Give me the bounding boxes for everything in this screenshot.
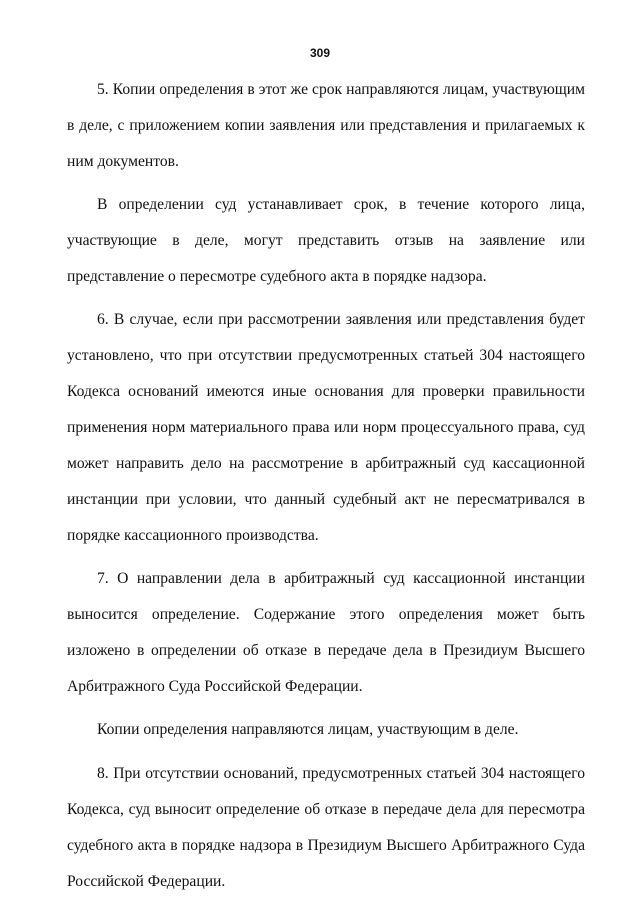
paragraph-6-cassation-referral: 6. В случае, если при рассмотрении заявления или представления будет установлено, что при отсутствии предусмотренных статьей 304 настоящего Кодекса оснований имеются иные основания для проверки правильности применения норм материального права или норм процессуального права, суд может направить дело на рассмотрение в арбитражный суд кассационной инстанции при условии, что данный судебный акт не пересматривался в порядке кассационного производства. [67,311,585,544]
paragraph-copies-sent: Копии определения направляются лицам, участвующим в деле. [97,721,519,739]
page-number: 309 [309,46,331,60]
document-body [67,72,585,907]
paragraph-5-copies: 5. Копии определения в этот же срок направляются лицам, участвующим в деле, с приложением копии заявления или представления и прилагаемых к ним документов. [67,81,585,170]
paragraph-review-deadline: В определении суд устанавливает срок, в течение которого лица, участвующие в деле, могут представить отзыв на заявление или представление о пересмотре судебного акта в порядке надзора. [67,196,585,286]
paragraph-8-refusal: 8. При отсутствии оснований, предусмотренных статьей 304 настоящего Кодекса, суд выносит определение об отказе в передаче дела для пересмотра судебного акта в порядке надзора в Президиум Высшего Арбитражного Суда Российской Федерации. [67,764,585,890]
paragraph-7-referral-ruling: 7. О направлении дела в арбитражный суд кассационной инстанции выносится определение. Содержание этого определения может быть изложено в определении об отказе в передаче дела в Президиум Высшего Арбитражного Суда Российской Федерации. [67,570,585,695]
